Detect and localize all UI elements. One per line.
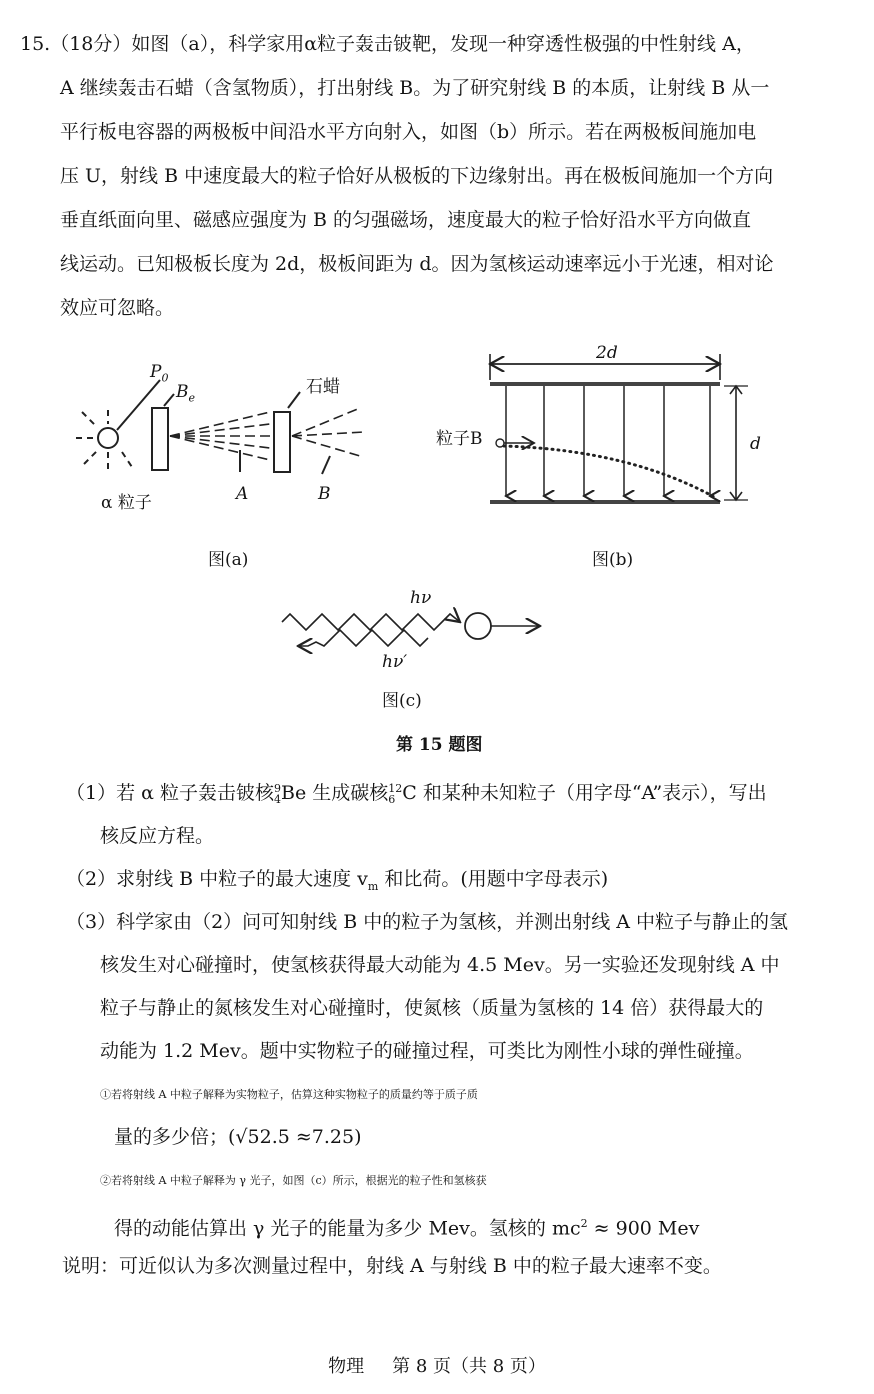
trajectory: [504, 446, 716, 498]
intro-line-3: 平行板电容器的两极板中间沿水平方向射入，如图（b）所示。若在两极板间施加电: [60, 121, 757, 143]
q3-sub2-line2: [66, 1202, 856, 1245]
fig-a-label-po: [150, 362, 168, 384]
fig-b-label-particle: 粒子B: [436, 429, 483, 449]
c-charge: 6: [388, 793, 396, 806]
fig-a-caption: 图(a): [208, 550, 249, 570]
intro-line-1: [20, 22, 852, 66]
intro-line-7: 效应可忽略。: [60, 297, 175, 319]
q3-sub1-line1: ①若将射线 A 中粒子解释为实物粒子，估算这种实物粒子的质量约等于质子质: [100, 1088, 478, 1101]
be-charge: 4: [274, 793, 281, 806]
fig-a-label-bc: [176, 382, 195, 404]
note-line: 说明：可近似认为多次测量过程中，射线 A 与射线 B 中的粒子最大速率不变。: [62, 1255, 722, 1277]
be-nuclide-scripts: [274, 783, 281, 805]
q3-sub1-line2: 量的多少倍；(√52.5 ≈7.25): [114, 1126, 362, 1148]
q3-line4: 动能为 1.2 Mev。题中实物粒子的碰撞过程，可类比为刚性小球的弹性碰撞。: [100, 1040, 754, 1062]
hydrogen-nucleus: [465, 613, 491, 639]
page-footer: [0, 1352, 874, 1378]
be-mass: 9: [274, 782, 281, 795]
c-mass: 12: [388, 782, 403, 795]
fig-c-label-hv: hν: [410, 588, 432, 608]
footer-subject: 物理: [328, 1356, 365, 1377]
po-text: P: [150, 362, 162, 382]
q1-text-be: Be 生成碳核: [281, 782, 389, 804]
fig-a-label-a: A: [236, 484, 249, 504]
bc-text: B: [176, 382, 189, 402]
problem-intro: [20, 22, 852, 330]
intro-text-1: （18分）如图（a），科学家用α粒子轰击铍靶，发现一种穿透性极强的中性射线 A，: [50, 33, 755, 55]
bottom-plate: [490, 500, 720, 504]
figure-group-title: 第 15 题图: [396, 735, 483, 755]
q3-sub2-text-b: ≈ 900 Mev: [587, 1217, 700, 1240]
fig-a-label-b: B: [318, 484, 331, 504]
fig-b-caption: 图(b): [592, 550, 634, 570]
q3-line1: （3）科学家由（2）问可知射线 B 中的粒子为氢核，并测出射线 A 中粒子与静止的氢: [66, 911, 789, 933]
beryllium-target: [152, 408, 168, 470]
q1-line2: 核反应方程。: [100, 825, 215, 847]
bc-sub: e: [188, 391, 196, 405]
polonium-source: [98, 428, 118, 448]
po-sub: 0: [161, 371, 169, 385]
fig-b-label-2d: 2d: [596, 343, 618, 363]
q1-text-b: C 和某种未知粒子（用字母“A”表示），写出: [402, 782, 767, 804]
intro-line-5: 垂直纸面向里、磁感应强度为 B 的匀强磁场，速度最大的粒子恰好沿水平方向做直: [60, 209, 752, 231]
fig-a-label-paraffin: 石蜡: [306, 377, 340, 397]
fig-a-label-alpha: α 粒子: [101, 493, 152, 513]
ray-a-fan: [170, 412, 270, 460]
q2-vm-sub: m: [367, 879, 379, 893]
problem-number: 15.: [20, 33, 51, 55]
paraffin-block: [274, 412, 290, 472]
intro-line-6: 线运动。已知极板长度为 2d，极板间距为 d。因为氢核运动速率远小于光速，相对论: [60, 253, 774, 275]
reflected-photon-wave: [298, 630, 428, 646]
intro-line-4: 压 U，射线 B 中速度最大的粒子恰好从极板的下边缘射出。再在极板间施加一个方向: [60, 165, 774, 187]
q1-line1: [66, 772, 856, 815]
top-plate: [490, 382, 720, 386]
c-nuclide-scripts: [388, 783, 402, 805]
q2-text-a: （2）求射线 B 中粒子的最大速度 v: [66, 868, 368, 890]
fig-c-caption: 图(c): [382, 691, 422, 711]
q3-sub2-text-a: 得的动能估算出 γ 光子的能量为多少 Mev。氢核的 mc: [114, 1217, 581, 1240]
incoming-photon-wave: [282, 614, 460, 630]
q2-line1: [66, 858, 856, 901]
questions: [62, 772, 856, 1288]
figure-b: [430, 340, 790, 520]
fig-b-label-d: d: [750, 434, 761, 454]
q3-sub2-line1: ②若将射线 A 中粒子解释为 γ 光子，如图（c）所示，根据光的粒子性和氢核获: [100, 1174, 487, 1187]
ray-b-fan: [292, 408, 364, 456]
q3-line2: 核发生对心碰撞时，使氢核获得最大动能为 4.5 Mev。另一实验还发现射线 A 中: [100, 954, 780, 976]
q3-sub2-sup: 2: [580, 1217, 588, 1230]
intro-line-2: A 继续轰击石蜡（含氢物质），打出射线 B。为了研究射线 B 的本质，让射线 B 从一: [60, 77, 770, 99]
q1-text-a: （1）若 α 粒子轰击铍核: [66, 782, 274, 804]
figure-c: [278, 600, 548, 670]
q2-text-b: 和比荷。(用题中字母表示): [378, 868, 609, 890]
footer-page: 第 8 页（共 8 页）: [392, 1356, 546, 1377]
fig-c-label-hv-prime: hν′: [382, 652, 408, 672]
q3-line3: 粒子与静止的氮核发生对心碰撞时，使氮核（质量为氢核的 14 倍）获得最大的: [100, 997, 764, 1019]
